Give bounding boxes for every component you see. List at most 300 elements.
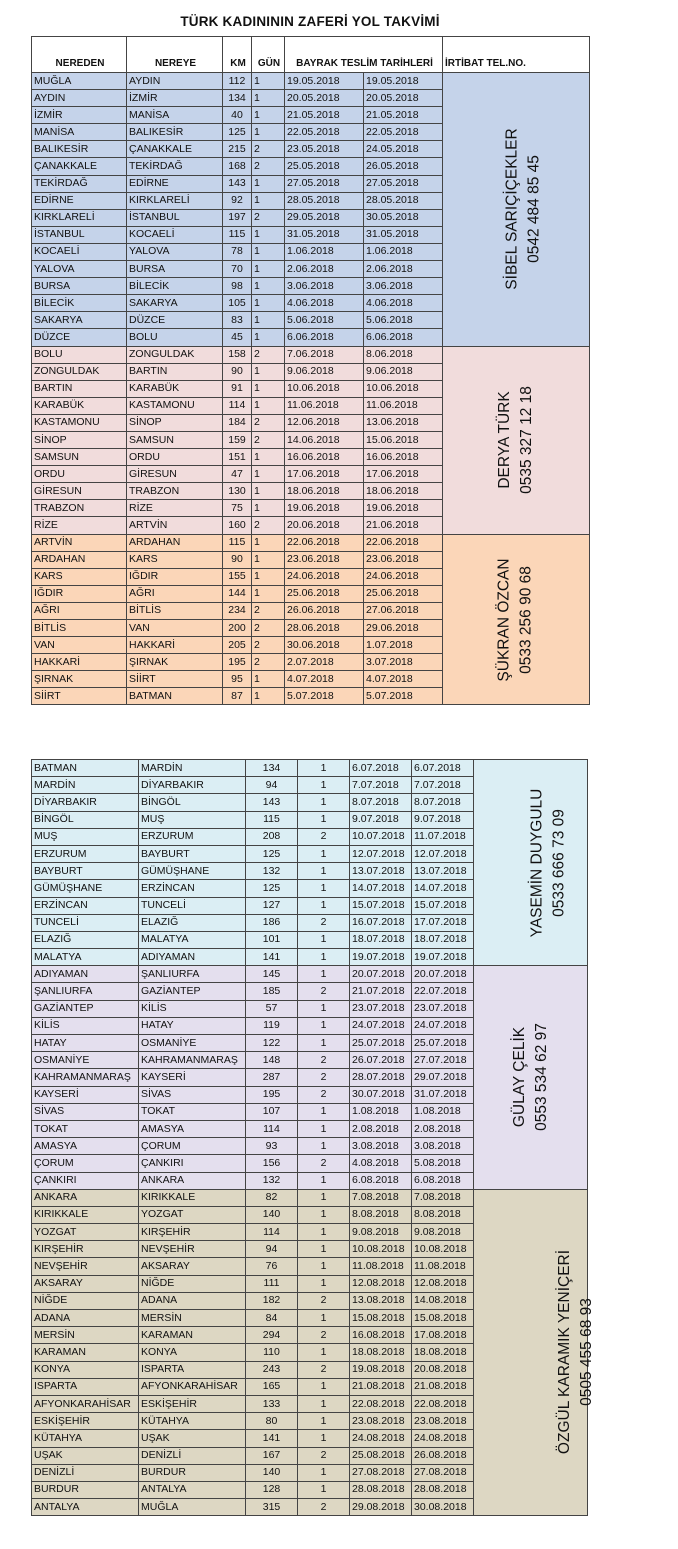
km-cell: 195 [223,654,252,671]
end-date-cell: 15.08.2018 [412,1310,474,1327]
end-date-cell: 9.06.2018 [364,363,443,380]
start-date-cell: 9.07.2018 [350,811,412,828]
end-date-cell: 18.06.2018 [364,483,443,500]
km-cell: 156 [246,1155,298,1172]
end-date-cell: 14.07.2018 [412,880,474,897]
start-date-cell: 24.07.2018 [350,1017,412,1034]
start-date-cell: 28.08.2018 [350,1481,412,1498]
days-cell: 2 [298,1155,350,1172]
end-date-cell: 5.06.2018 [364,312,443,329]
to-cell: ADANA [139,1292,246,1309]
km-cell: 208 [246,828,298,845]
from-cell: BURSA [32,278,127,295]
from-cell: ŞIRNAK [32,671,127,688]
start-date-cell: 1.06.2018 [285,243,364,260]
from-cell: MARDİN [32,777,139,794]
end-date-cell: 22.07.2018 [412,983,474,1000]
end-date-cell: 27.05.2018 [364,175,443,192]
start-date-cell: 22.06.2018 [285,534,364,551]
days-cell: 2 [298,914,350,931]
to-cell: ÇORUM [139,1138,246,1155]
from-cell: TEKİRDAĞ [32,175,127,192]
start-date-cell: 25.07.2018 [350,1035,412,1052]
from-cell: KAYSERİ [32,1086,139,1103]
start-date-cell: 7.06.2018 [285,346,364,363]
to-cell: DÜZCE [127,312,223,329]
to-cell: GAZİANTEP [139,983,246,1000]
start-date-cell: 8.07.2018 [350,794,412,811]
km-cell: 98 [223,278,252,295]
km-cell: 57 [246,1000,298,1017]
days-cell: 1 [298,863,350,880]
from-cell: ARTVİN [32,534,127,551]
contact-cell [443,534,590,705]
to-cell: MERSİN [139,1310,246,1327]
from-cell: BİTLİS [32,620,127,637]
from-cell: AFYONKARAHİSAR [32,1395,139,1412]
header-contact: İRTİBAT TEL.NO. [443,37,590,73]
contact-phone: 0535 327 12 18 [518,386,536,494]
from-cell: ORDU [32,466,127,483]
days-cell: 1 [252,192,285,209]
end-date-cell: 16.06.2018 [364,449,443,466]
days-cell: 1 [252,397,285,414]
to-cell: KONYA [139,1344,246,1361]
from-cell: GÜMÜŞHANE [32,880,139,897]
km-cell: 115 [223,226,252,243]
days-cell: 2 [252,414,285,431]
end-date-cell: 21.06.2018 [364,517,443,534]
km-cell: 159 [223,431,252,448]
km-cell: 119 [246,1017,298,1034]
km-cell: 115 [246,811,298,828]
days-cell: 1 [298,777,350,794]
end-date-cell: 24.08.2018 [412,1430,474,1447]
days-cell: 1 [298,966,350,983]
km-cell: 87 [223,688,252,705]
km-cell: 78 [223,243,252,260]
from-cell: SAMSUN [32,449,127,466]
from-cell: ŞANLIURFA [32,983,139,1000]
to-cell: ARTVİN [127,517,223,534]
end-date-cell: 1.08.2018 [412,1103,474,1120]
end-date-cell: 8.06.2018 [364,346,443,363]
km-cell: 107 [246,1103,298,1120]
contact-cell [474,760,588,966]
end-date-cell: 29.06.2018 [364,620,443,637]
to-cell: BALIKESİR [127,124,223,141]
to-cell: ŞIRNAK [127,654,223,671]
days-cell: 1 [298,1241,350,1258]
days-cell: 2 [252,517,285,534]
days-cell: 1 [252,363,285,380]
days-cell: 1 [252,466,285,483]
from-cell: MALATYA [32,949,139,966]
days-cell: 1 [298,931,350,948]
from-cell: KARABÜK [32,397,127,414]
km-cell: 92 [223,192,252,209]
end-date-cell: 15.06.2018 [364,431,443,448]
to-cell: ZONGULDAK [127,346,223,363]
table-row [32,1189,588,1206]
to-cell: UŞAK [139,1430,246,1447]
km-cell: 80 [246,1413,298,1430]
start-date-cell: 26.07.2018 [350,1052,412,1069]
from-cell: GAZİANTEP [32,1000,139,1017]
end-date-cell: 21.05.2018 [364,107,443,124]
km-cell: 94 [246,777,298,794]
km-cell: 243 [246,1361,298,1378]
end-date-cell: 12.08.2018 [412,1275,474,1292]
km-cell: 84 [246,1310,298,1327]
start-date-cell: 2.07.2018 [285,654,364,671]
start-date-cell: 16.08.2018 [350,1327,412,1344]
start-date-cell: 25.05.2018 [285,158,364,175]
km-cell: 114 [246,1224,298,1241]
days-cell: 2 [252,158,285,175]
from-cell: BOLU [32,346,127,363]
start-date-cell: 14.07.2018 [350,880,412,897]
to-cell: İZMİR [127,90,223,107]
km-cell: 82 [246,1189,298,1206]
start-date-cell: 28.06.2018 [285,620,364,637]
contact-cell [443,73,590,347]
end-date-cell: 7.08.2018 [412,1189,474,1206]
start-date-cell: 6.08.2018 [350,1172,412,1189]
end-date-cell: 2.08.2018 [412,1120,474,1137]
end-date-cell: 25.06.2018 [364,585,443,602]
start-date-cell: 16.06.2018 [285,449,364,466]
to-cell: GÜMÜŞHANE [139,863,246,880]
days-cell: 1 [252,483,285,500]
to-cell: AFYONKARAHİSAR [139,1378,246,1395]
days-cell: 1 [298,1000,350,1017]
from-cell: YOZGAT [32,1224,139,1241]
days-cell: 1 [298,1395,350,1412]
end-date-cell: 7.07.2018 [412,777,474,794]
km-cell: 168 [223,158,252,175]
from-cell: BİNGÖL [32,811,139,828]
end-date-cell: 8.08.2018 [412,1206,474,1223]
km-cell: 141 [246,949,298,966]
start-date-cell: 19.07.2018 [350,949,412,966]
to-cell: SİNOP [127,414,223,431]
header-days: GÜN [252,37,285,73]
days-cell: 1 [298,1017,350,1034]
end-date-cell: 9.08.2018 [412,1224,474,1241]
start-date-cell: 31.05.2018 [285,226,364,243]
start-date-cell: 17.06.2018 [285,466,364,483]
start-date-cell: 15.08.2018 [350,1310,412,1327]
header-to: NEREYE [127,37,223,73]
start-date-cell: 18.08.2018 [350,1344,412,1361]
km-cell: 130 [223,483,252,500]
days-cell: 2 [252,141,285,158]
contact-info [554,1250,598,1454]
start-date-cell: 9.08.2018 [350,1224,412,1241]
start-date-cell: 20.05.2018 [285,90,364,107]
from-cell: HAKKARİ [32,654,127,671]
contact-cell [474,1189,596,1516]
to-cell: KAHRAMANMARAŞ [139,1052,246,1069]
start-date-cell: 16.07.2018 [350,914,412,931]
start-date-cell: 18.07.2018 [350,931,412,948]
end-date-cell: 6.06.2018 [364,329,443,346]
end-date-cell: 21.08.2018 [412,1378,474,1395]
start-date-cell: 14.06.2018 [285,431,364,448]
end-date-cell: 5.08.2018 [412,1155,474,1172]
km-cell: 133 [246,1395,298,1412]
km-cell: 114 [223,397,252,414]
km-cell: 144 [223,585,252,602]
days-cell: 1 [252,380,285,397]
start-date-cell: 12.07.2018 [350,845,412,862]
km-cell: 115 [223,534,252,551]
from-cell: HATAY [32,1035,139,1052]
km-cell: 160 [223,517,252,534]
end-date-cell: 11.06.2018 [364,397,443,414]
km-cell: 145 [246,966,298,983]
start-date-cell: 4.08.2018 [350,1155,412,1172]
from-cell: BARTIN [32,380,127,397]
start-date-cell: 8.08.2018 [350,1206,412,1223]
start-date-cell: 13.07.2018 [350,863,412,880]
from-cell: NEVŞEHİR [32,1258,139,1275]
to-cell: AMASYA [139,1120,246,1137]
days-cell: 1 [252,175,285,192]
km-cell: 185 [246,983,298,1000]
to-cell: KAYSERİ [139,1069,246,1086]
from-cell: IĞDIR [32,585,127,602]
km-cell: 155 [223,568,252,585]
km-cell: 47 [223,466,252,483]
from-cell: ELAZIĞ [32,931,139,948]
km-cell: 40 [223,107,252,124]
end-date-cell: 25.07.2018 [412,1035,474,1052]
contact-phone: 0505 455 68 93 [578,1298,596,1407]
start-date-cell: 19.06.2018 [285,500,364,517]
to-cell: TUNCELİ [139,897,246,914]
to-cell: BİLECİK [127,278,223,295]
from-cell: SİİRT [32,688,127,705]
to-cell: KARAMAN [139,1327,246,1344]
to-cell: KASTAMONU [127,397,223,414]
contact-name: ŞÜKRAN ÖZCAN [496,557,514,682]
start-date-cell: 25.08.2018 [350,1447,412,1464]
start-date-cell: 18.06.2018 [285,483,364,500]
contact-name: SİBEL SARIÇİÇEKLER [503,128,521,290]
end-date-cell: 24.05.2018 [364,141,443,158]
days-cell: 1 [252,585,285,602]
start-date-cell: 6.07.2018 [350,760,412,777]
start-date-cell: 15.07.2018 [350,897,412,914]
to-cell: KÜTAHYA [139,1413,246,1430]
header-dates: BAYRAK TESLİM TARİHLERİ [285,37,443,73]
from-cell: MANİSA [32,124,127,141]
km-cell: 91 [223,380,252,397]
from-cell: KAHRAMANMARAŞ [32,1069,139,1086]
days-cell: 1 [298,794,350,811]
contact-info [494,386,538,494]
days-cell: 2 [298,1499,350,1516]
from-cell: KÜTAHYA [32,1430,139,1447]
contact-name: YASEMİN DUYGULU [528,788,546,937]
start-date-cell: 4.06.2018 [285,295,364,312]
km-cell: 125 [246,845,298,862]
end-date-cell: 11.07.2018 [412,828,474,845]
from-cell: KIRKLARELİ [32,209,127,226]
to-cell: ANTALYA [139,1481,246,1498]
to-cell: BATMAN [127,688,223,705]
from-cell: SAKARYA [32,312,127,329]
end-date-cell: 17.06.2018 [364,466,443,483]
end-date-cell: 8.07.2018 [412,794,474,811]
start-date-cell: 5.06.2018 [285,312,364,329]
to-cell: AKSARAY [139,1258,246,1275]
km-cell: 195 [246,1086,298,1103]
to-cell: ŞANLIURFA [139,966,246,983]
from-cell: UŞAK [32,1447,139,1464]
from-cell: KİLİS [32,1017,139,1034]
km-cell: 165 [246,1378,298,1395]
km-cell: 184 [223,414,252,431]
from-cell: DÜZCE [32,329,127,346]
to-cell: BARTIN [127,363,223,380]
days-cell: 1 [298,845,350,862]
days-cell: 1 [252,226,285,243]
days-cell: 2 [252,637,285,654]
table-row [32,346,590,363]
days-cell: 1 [298,760,350,777]
km-cell: 134 [223,90,252,107]
days-cell: 1 [298,1035,350,1052]
end-date-cell: 1.06.2018 [364,243,443,260]
start-date-cell: 4.07.2018 [285,671,364,688]
to-cell: ÇANKIRI [139,1155,246,1172]
km-cell: 122 [246,1035,298,1052]
km-cell: 127 [246,897,298,914]
from-cell: TUNCELİ [32,914,139,931]
start-date-cell: 22.05.2018 [285,124,364,141]
from-cell: ANKARA [32,1189,139,1206]
days-cell: 1 [298,1206,350,1223]
km-cell: 90 [223,551,252,568]
to-cell: BİNGÖL [139,794,246,811]
start-date-cell: 21.05.2018 [285,107,364,124]
start-date-cell: 23.08.2018 [350,1413,412,1430]
end-date-cell: 29.07.2018 [412,1069,474,1086]
from-cell: DİYARBAKIR [32,794,139,811]
to-cell: KIRŞEHİR [139,1224,246,1241]
start-date-cell: 28.05.2018 [285,192,364,209]
end-date-cell: 12.07.2018 [412,845,474,862]
start-date-cell: 29.08.2018 [350,1499,412,1516]
days-cell: 1 [252,534,285,551]
km-cell: 294 [246,1327,298,1344]
days-cell: 2 [298,1327,350,1344]
km-cell: 143 [246,794,298,811]
end-date-cell: 19.06.2018 [364,500,443,517]
table-row [32,966,588,983]
to-cell: TOKAT [139,1103,246,1120]
end-date-cell: 27.06.2018 [364,602,443,619]
to-cell: BURDUR [139,1464,246,1481]
km-cell: 151 [223,449,252,466]
km-cell: 94 [246,1241,298,1258]
contact-name: GÜLAY ÇELİK [510,1027,528,1128]
end-date-cell: 22.06.2018 [364,534,443,551]
days-cell: 1 [298,1344,350,1361]
days-cell: 1 [252,312,285,329]
end-date-cell: 26.08.2018 [412,1447,474,1464]
from-cell: RİZE [32,517,127,534]
to-cell: KIRIKKALE [139,1189,246,1206]
km-cell: 105 [223,295,252,312]
end-date-cell: 28.05.2018 [364,192,443,209]
start-date-cell: 21.07.2018 [350,983,412,1000]
start-date-cell: 7.08.2018 [350,1189,412,1206]
km-cell: 76 [246,1258,298,1275]
km-cell: 70 [223,261,252,278]
days-cell: 1 [298,1224,350,1241]
end-date-cell: 18.07.2018 [412,931,474,948]
from-cell: ZONGULDAK [32,363,127,380]
days-cell: 1 [252,671,285,688]
start-date-cell: 5.07.2018 [285,688,364,705]
km-cell: 148 [246,1052,298,1069]
km-cell: 140 [246,1464,298,1481]
days-cell: 1 [298,1481,350,1498]
end-date-cell: 17.08.2018 [412,1327,474,1344]
start-date-cell: 12.08.2018 [350,1275,412,1292]
from-cell: KONYA [32,1361,139,1378]
days-cell: 1 [298,1258,350,1275]
end-date-cell: 5.07.2018 [364,688,443,705]
end-date-cell: 10.08.2018 [412,1241,474,1258]
days-cell: 1 [252,500,285,517]
km-cell: 90 [223,363,252,380]
contact-name: DERYA TÜRK [496,391,514,489]
to-cell: BAYBURT [139,845,246,862]
from-cell: AMASYA [32,1138,139,1155]
to-cell: ERZURUM [139,828,246,845]
end-date-cell: 6.08.2018 [412,1172,474,1189]
table-row [32,760,588,777]
end-date-cell: 3.08.2018 [412,1138,474,1155]
end-date-cell: 23.06.2018 [364,551,443,568]
km-cell: 134 [246,760,298,777]
km-cell: 95 [223,671,252,688]
from-cell: GİRESUN [32,483,127,500]
from-cell: ADANA [32,1310,139,1327]
to-cell: SİİRT [127,671,223,688]
from-cell: BİLECİK [32,295,127,312]
start-date-cell: 19.05.2018 [285,73,364,90]
to-cell: SAMSUN [127,431,223,448]
start-date-cell: 30.07.2018 [350,1086,412,1103]
days-cell: 1 [298,1275,350,1292]
end-date-cell: 9.07.2018 [412,811,474,828]
start-date-cell: 23.05.2018 [285,141,364,158]
days-cell: 2 [298,1086,350,1103]
end-date-cell: 4.06.2018 [364,295,443,312]
days-cell: 2 [252,620,285,637]
days-cell: 2 [298,983,350,1000]
start-date-cell: 20.07.2018 [350,966,412,983]
days-cell: 2 [252,346,285,363]
schedule-table-part-1 [31,36,590,705]
days-cell: 2 [252,602,285,619]
